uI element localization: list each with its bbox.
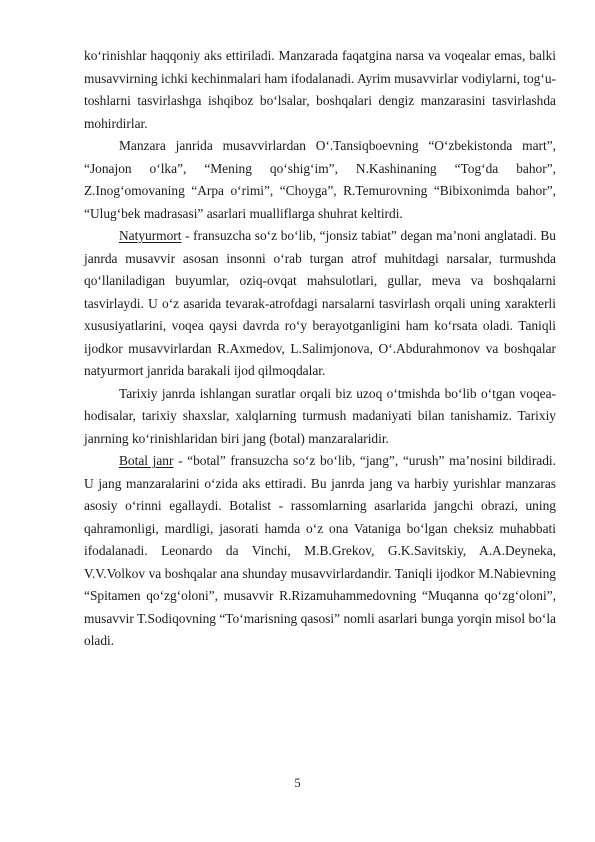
paragraph-landscape-intro (84, 45, 556, 135)
paragraph-text: - “botal” fransuzcha so‘z bo‘lib, “jang”, “urush” ma’nosini bildiradi. U jang manzaralarini o‘zida aks ettiradi. Bu janrda jang va harbiy yurishlar manzaras asosiy o‘rinni egallaydi. Botalist - rassomlarning asarlarida jangchi obrazi, uning qahramonligi, mardligi, jasorati hamda o‘z ona Vataniga bo‘lgan cheksiz muhabbati ifodalanadi. Leonardo da Vinchi, M.B.Grekov, G.K.Savitskiy, A.A.Deyneka, V.V.Volkov va boshqalar ana shunday musavvirlardandir. Taniqli ijodkor M.Nabievning “Spitamen qo‘zg‘oloni”, musavvir R.Rizamuhammedovning “Muqanna qo‘zg‘oloni”, musavvir T.Sodiqovning “To‘marisning qasosi” nomli asarlari bunga yorqin misol bo‘la oladi. (84, 453, 556, 648)
paragraph-landscape-artists (84, 135, 556, 225)
paragraph-text: Tarixiy janrda ishlangan suratlar orqali biz uzoq o‘tmishda bo‘lib o‘tgan voqea-hodisalar, tarixiy shaxslar, xalqlarning turmush madaniyati bilan tanishamiz. Tarixiy janrning ko‘rinishlaridan biri jang (botal) manzaralaridir. (84, 385, 556, 446)
paragraph-text: - fransuzcha so‘z bo‘lib, “jonsiz tabiat” degan ma’noni anglatadi. Bu janrda musavvir asosan insonni o‘rab turgan atrof muhitdagi narsalar, turmushda qo‘llaniladigan buyumlar, oziq-ovqat mahsulotlari, gullar, meva va boshqalarni tasvirlaydi. U o‘z asarida tevarak-atrofdagi narsalarni tasvirlash orqali uning xarakterli xususiyatlarini, voqea qaysi davrda ro‘y berayotganligini ham ko‘rsata oladi. Taniqli ijodkor musavvirlardan R.Axmedov, L.Salimjonova, O‘.Abdurahmonov va boshqalar natyurmort janrida barakali ijod qilmoqdalar. (84, 228, 556, 378)
paragraph-text: Manzara janrida musavvirlardan O‘.Tansiqboevning “O‘zbekistonda mart”, “Jonajon o‘lka”, “Mening qo‘shig‘im”, N.Kashinaning “Tog‘da bahor”, Z.Inog‘omovaning “Arpa o‘rimi”, “Choyga”, R.Temurovning “Bibixonimda bahor”, “Ulug‘bek madrasasi” asarlari mualliflarga shuhrat keltirdi. (84, 138, 556, 221)
page-number: 5 (294, 776, 301, 790)
term-natyurmort: Natyurmort (119, 228, 182, 243)
paragraph-still-life (84, 225, 556, 383)
paragraph-text: ko‘rinishlar haqqoniy aks ettiriladi. Manzarada faqatgina narsa va voqealar emas, balki musavvirning ichki kechinmalari ham ifodalanadi. Ayrim musavvirlar vodiylarni, tog‘u-toshlarni tasvirlashga ishqiboz bo‘lsalar, boshqalari dengiz manzarasini tasvirlashda mohirdirlar. (84, 48, 556, 131)
paragraph-battle-genre (84, 450, 556, 653)
document-body (84, 45, 556, 653)
term-botal-janr: Botal janr (119, 453, 174, 468)
paragraph-historical-genre (84, 383, 556, 451)
